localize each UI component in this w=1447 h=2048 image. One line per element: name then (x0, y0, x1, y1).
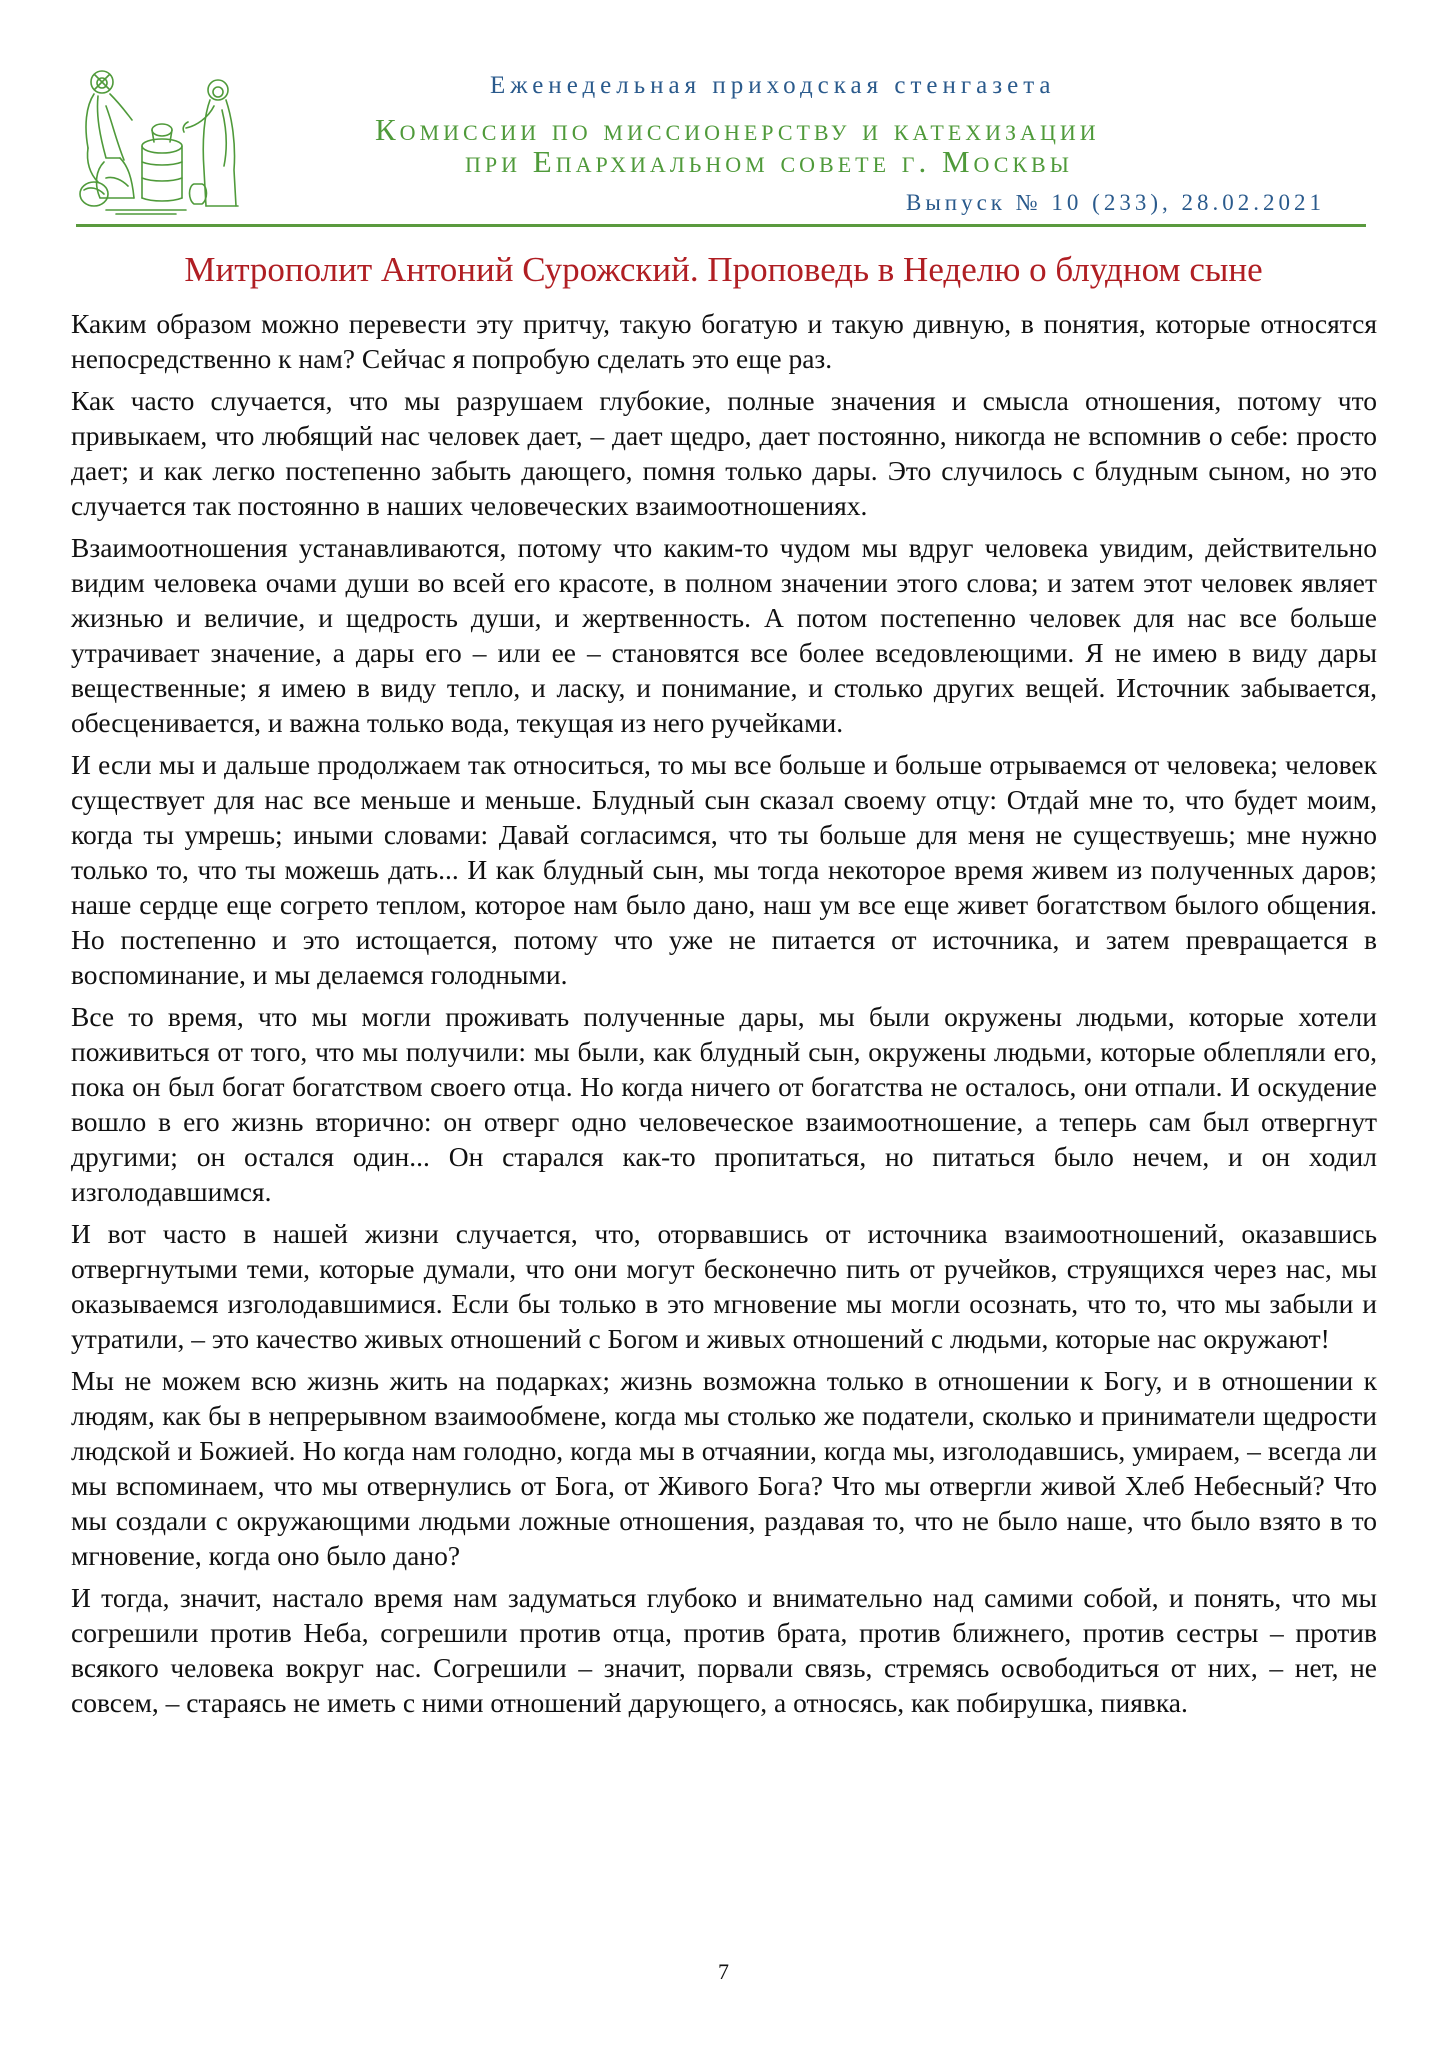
article-paragraph: Каким образом можно перевести эту притчу, такую богатую и такую дивную, в понятия, которые относятся непосредственно к нам? Сейчас я попробую сделать это еще раз. (71, 308, 1377, 374)
page-number: 7 (718, 1959, 729, 1984)
article-paragraph: Взаимоотношения устанавливаются, потому что каким-то чудом мы вдруг человека увидим, действительно видим человека очами души во всей его красоте, в полном значении этого слова; и затем этот человек являет жизнью и величие, и щедрость души, и жертвенность. А потом постепенно человек для нас все больше утрачивает значение, а дары его – или ее – становятся все более вседовлеющими. Я не имею в виду дары вещественные; я имею в виду тепло, и ласку, и понимание, и столько других вещей. Источник забывается, обесценивается, и важна только вода, текущая из него ручейками. (71, 532, 1377, 738)
header-divider (76, 224, 1366, 227)
issue-number-date: Выпуск № 10 (233), 28.02.2021 (906, 190, 1325, 215)
article-paragraph: Как часто случается, что мы разрушаем глубокие, полные значения и смысла отношения, потому что привыкаем, что любящий нас человек дает, – дает щедро, дает постоянно, никогда не вспомнив о себе: просто дает; и как легко постепенно забыть дающего, помня только дары. Это случилось с блудным сыном, но это случается так постоянно в наших человеческих взаимоотношениях. (71, 385, 1377, 521)
article-paragraph: Все то время, что мы могли проживать полученные дары, мы были окружены людьми, которые хотели поживиться от того, что мы получили: мы были, как блудный сын, окружены людьми, которые облепляли его, пока он был богат богатством своего отца. Но когда ничего от богатства не осталось, они отпали. И оскудение вошло в его жизнь вторично: он отверг одно человеческое взаимоотношение, а теперь сам был отвергнут другими; он остался один... Он старался как-то пропитаться, но питаться было нечем, и он ходил изголодавшимся. (71, 1001, 1377, 1207)
masthead-subtitle: Еженедельная приходская стенгазета (490, 72, 1056, 99)
article-paragraph: Мы не можем всю жизнь жить на подарках; жизнь возможна только в отношении к Богу, и в отношении к людям, как бы в непрерывном взаимообмене, когда мы столько же податели, сколько и приниматели щедрости людской и Божией. Но когда нам голодно, когда мы в отчаянии, когда мы, изголодавшись, умираем, – всегда ли мы вспоминаем, что мы отвернулись от Бога, от Живого Бога? Что мы отвергли живой Хлеб Небесный? Что мы создали с окружающими людьми ложные отношения, раздавая то, что не было наше, что было взято в то мгновение, когда оно было дано? (71, 1365, 1377, 1571)
article-paragraph: И если мы и дальше продолжаем так относиться, то мы все больше и больше отрываемся от человека; человек существует для нас все меньше и меньше. Блудный сын сказал своему отцу: Отдай мне то, что будет моим, когда ты умрешь; иными словами: Давай согласимся, что ты больше для меня не существуешь; мне нужно только то, что ты можешь дать... И как блудный сын, мы тогда некоторое время живем из полученных даров; наше сердце еще согрето теплом, которое нам было дано, наш ум все еще живет богатством былого общения. Но постепенно и это истощается, потому что уже не питается от источника, и затем превращается в воспоминание, и мы делаемся голодными. (71, 749, 1377, 990)
masthead-council-name: при Епархиальном совете г. Москвы (465, 144, 1073, 179)
article-paragraph: И вот часто в нашей жизни случается, что, оторвавшись от источника взаимоотношений, оказавшись отвергнутыми теми, которые думали, что они могут бесконечно пить от ручейков, струящихся через нас, мы оказываемся изголодавшимися. Если бы только в это мгновение мы могли осознать, что то, что мы забыли и утратили, – это качество живых отношений с Богом и живых отношений с людьми, которые нас окружают! (71, 1218, 1377, 1354)
article-paragraph: И тогда, значит, настало время нам задуматься глубоко и внимательно над самими собой, и понять, что мы согрешили против Неба, согрешили против отца, против брата, против ближнего, против сестры – против всякого человека вокруг нас. Согрешили – значит, порвали связь, стремясь освободиться от них, – нет, не совсем, – стараясь не иметь с ними отношений дарующего, а относясь, как побирушка, пиявка. (71, 1582, 1377, 1718)
christ-and-samaritan-woman-at-well-logo (76, 66, 252, 216)
article-body (71, 306, 1377, 1727)
article-title: Митрополит Антоний Сурожский. Проповедь в Неделю о блудном сыне (184, 250, 1263, 289)
masthead-commission-name: Комиссии по миссионерству и катехизации (375, 112, 1100, 147)
